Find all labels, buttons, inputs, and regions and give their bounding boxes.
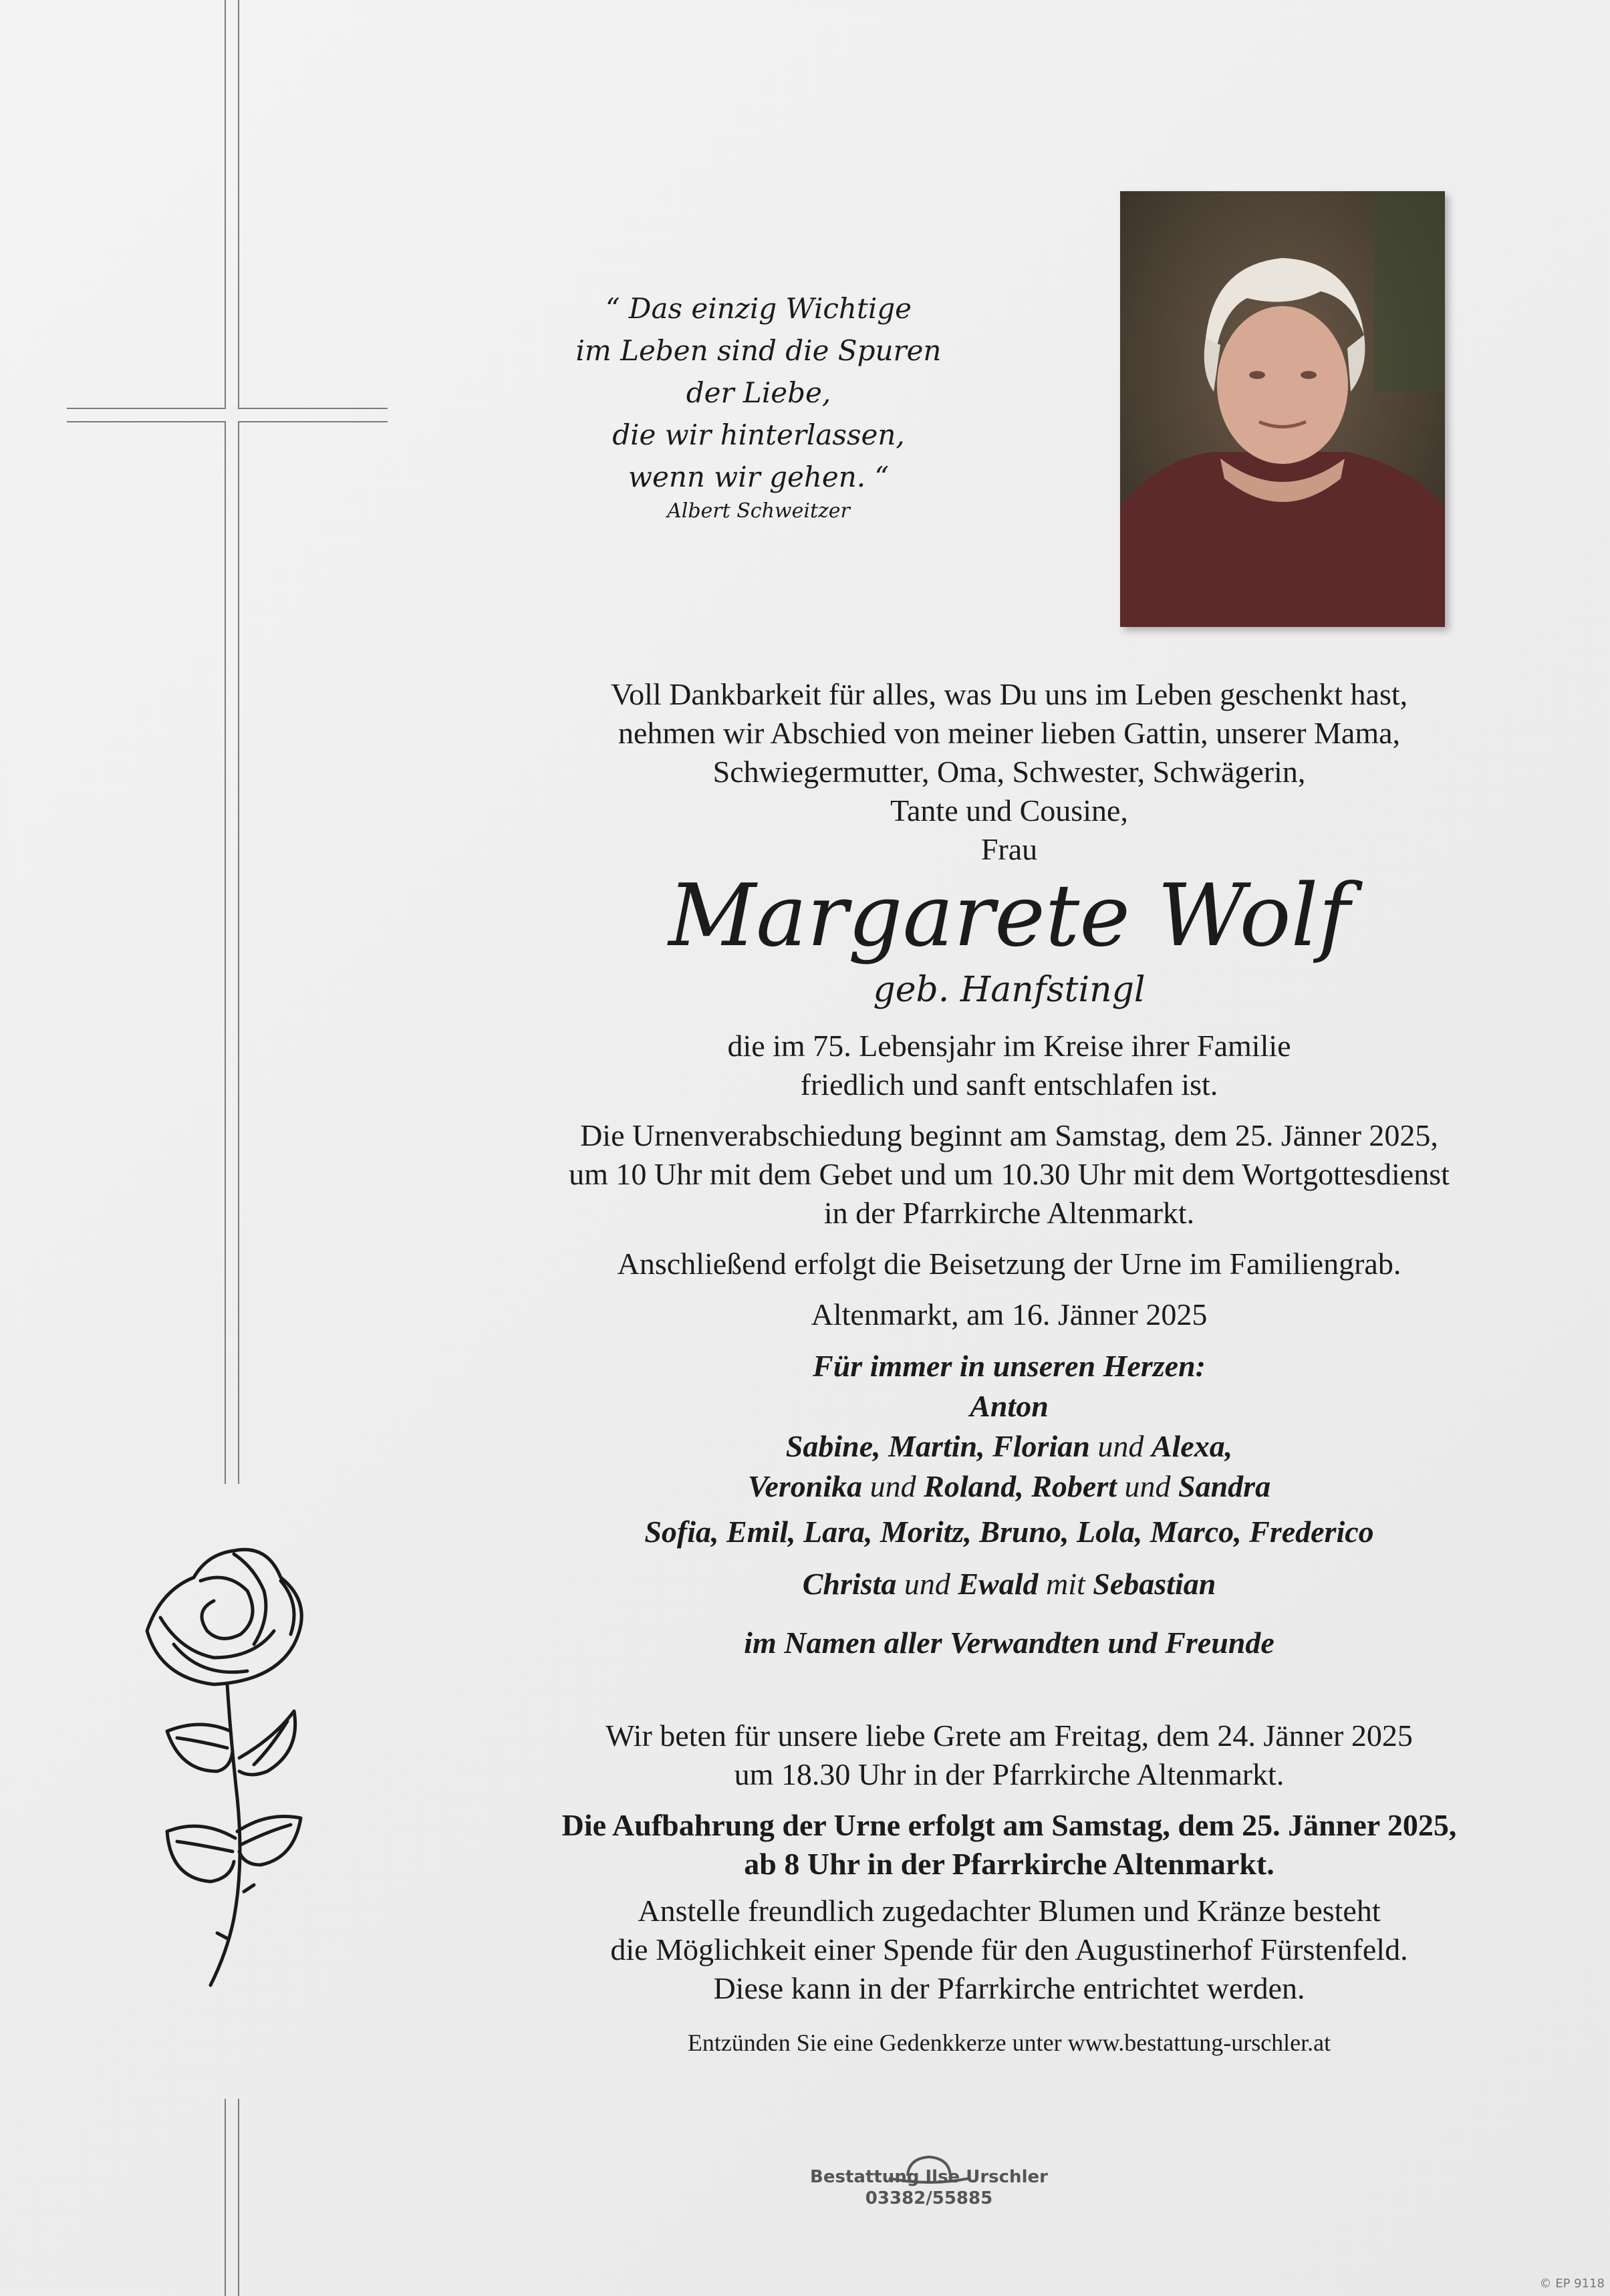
death-line: die im 75. Lebensjahr im Kreise ihrer Familie [727,1029,1291,1063]
intro-line: Tante und Cousine, [890,793,1128,827]
burial-line: Anschließend erfolgt die Beisetzung der Urne im Familiengrab. [617,1247,1401,1281]
intro-line: Schwiegermutter, Oma, Schwester, Schwägerin, [712,755,1306,789]
mourners-line: Anton [970,1389,1049,1423]
main-text [374,675,1610,2059]
mourners-line: Veronika und Roland, Robert und Sandra [747,1469,1271,1503]
place-date: Altenmarkt, am 16. Jänner 2025 [811,1297,1208,1331]
quote-line: die wir hinterlassen, [612,418,905,451]
ceremony-line: in der Pfarrkirche Altenmarkt. [823,1196,1195,1230]
prayer-line: Wir beten für unsere liebe Grete am Freitag, dem 24. Jänner 2025 [606,1718,1413,1753]
donation-line: die Möglichkeit einer Spende für den Augustinerhof Fürstenfeld. [610,1932,1408,1966]
cross-vertical-bottom [225,2099,239,2296]
donation-line: Diese kann in der Pfarrkirche entrichtet werden. [713,1971,1305,2005]
portrait-photo [1120,191,1445,627]
candle-link[interactable]: Entzünden Sie eine Gedenkkerze unter www.bestattung-urschler.at [687,2029,1331,2056]
quote-author: Albert Schweitzer [667,499,850,523]
mourners-line: im Namen aller Verwandten und Freunde [744,1626,1274,1660]
cross-vertical [225,0,239,1484]
ceremony-line: um 10 Uhr mit dem Gebet und um 10.30 Uhr mit dem Wortgottesdienst [569,1157,1450,1191]
mourners-line: Sabine, Martin, Florian und Alexa, [785,1429,1233,1463]
prayer-line: um 18.30 Uhr in der Pfarrkirche Altenmarkt. [734,1757,1285,1791]
intro-line: Frau [980,832,1038,866]
mourners-line: Christa und Ewald mit Sebastian [802,1567,1216,1601]
company-name: Bestattung Ilse Urschler [810,2167,1048,2187]
quote-line: der Liebe, [686,376,831,409]
quote-line: wenn wir gehen. “ [628,461,889,493]
mourners-line: Sofia, Emil, Lara, Moritz, Bruno, Lola, Marco, Frederico [644,1515,1374,1549]
donation-line: Anstelle freundlich zugedachter Blumen und Kränze besteht [638,1894,1381,1928]
birth-name: geb. Hanfstingl [873,970,1146,1010]
ceremony-line: Die Urnenverabschiedung beginnt am Samstag, dem 25. Jänner 2025, [580,1118,1438,1152]
death-line: friedlich und sanft entschlafen ist. [800,1067,1218,1102]
print-code: © EP 9118 [1539,2277,1605,2291]
mourners-heading: Für immer in unseren Herzen: [813,1349,1206,1383]
rose-icon [120,1517,388,2012]
deceased-name: Margarete Wolf [668,866,1350,966]
quote-line: im Leben sind die Spuren [575,334,942,367]
viewing-line: ab 8 Uhr in der Pfarrkirche Altenmarkt. [744,1847,1274,1881]
quote-line: “ Das einzig Wichtige [605,292,912,325]
intro-line: nehmen wir Abschied von meiner lieben Gattin, unserer Mama, [618,716,1401,750]
company-phone: 03382/55885 [865,2188,993,2208]
viewing-line: Die Aufbahrung der Urne erfolgt am Samstag, dem 25. Jänner 2025, [561,1808,1457,1842]
quote [508,287,1009,525]
intro-line: Voll Dankbarkeit für alles, was Du uns im Leben geschenkt hast, [610,677,1408,711]
